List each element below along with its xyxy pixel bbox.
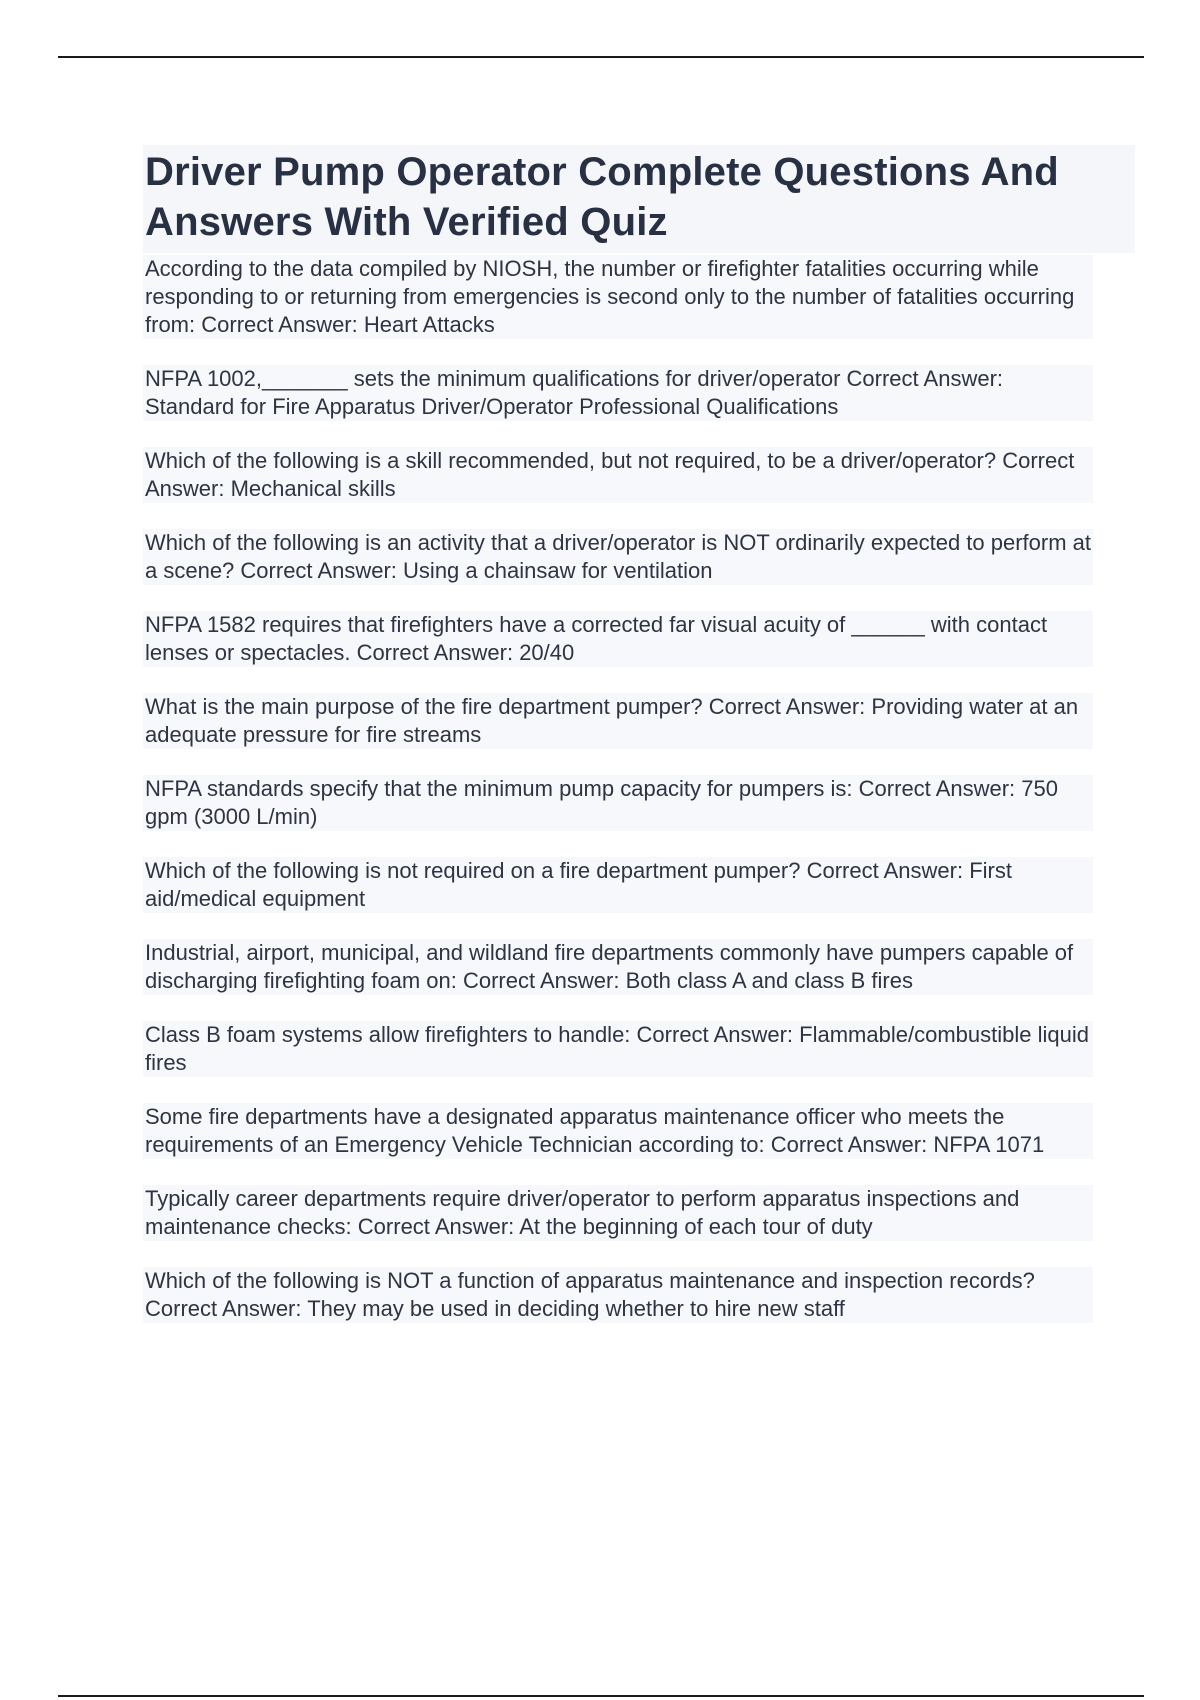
qa-answer: Using a chainsaw for ventilation xyxy=(403,558,713,583)
qa-answer-label: Correct Answer: xyxy=(201,312,358,337)
top-divider xyxy=(58,56,1144,58)
qa-item xyxy=(143,693,1093,749)
qa-answer: Standard for Fire Apparatus Driver/Operator Professional Qualifications xyxy=(145,394,839,419)
qa-question: Which of the following is an activity that a driver/operator is NOT ordinarily expected to perform at a scene? xyxy=(145,530,1092,583)
qa-question: Class B foam systems allow firefighters to handle: xyxy=(145,1022,631,1047)
qa-answer: Flammable/combustible liquid fires xyxy=(145,1022,1089,1075)
qa-answer-label: Correct Answer: xyxy=(356,640,514,665)
qa-item xyxy=(143,529,1093,585)
qa-item xyxy=(143,447,1093,503)
qa-answer: They may be used in deciding whether to hire new staff xyxy=(307,1296,845,1321)
qa-answer-label: Correct Answer: xyxy=(145,1296,302,1321)
qa-answer: Mechanical skills xyxy=(230,476,396,501)
qa-answer: Providing water at an adequate pressure for fire streams xyxy=(145,694,1079,747)
qa-question: Which of the following is not required on a fire department pumper? xyxy=(145,858,801,883)
qa-answer: At the beginning of each tour of duty xyxy=(519,1214,873,1239)
qa-answer-label: Correct Answer: xyxy=(357,1214,515,1239)
qa-item xyxy=(143,1021,1093,1077)
qa-answer-label: Correct Answer: xyxy=(806,858,964,883)
qa-answer-label: Correct Answer: xyxy=(770,1132,928,1157)
qa-answer: Heart Attacks xyxy=(363,312,495,337)
qa-item xyxy=(143,365,1093,421)
qa-item xyxy=(143,775,1093,831)
qa-answer: NFPA 1071 xyxy=(933,1132,1045,1157)
qa-question: Some fire departments have a designated apparatus maintenance officer who meets the requirements of an Emergency Vehicle Technician according to: xyxy=(145,1104,1005,1157)
qa-question: Which of the following is a skill recommended, but not required, to be a driver/operator? xyxy=(145,448,997,473)
qa-question: According to the data compiled by NIOSH, the number or firefighter fatalities occurring while responding to or returning from emergencies is second only to the number of fatalities occurring from: xyxy=(145,256,1075,337)
qa-item xyxy=(143,857,1093,913)
qa-answer: 20/40 xyxy=(519,640,575,665)
qa-item xyxy=(143,611,1093,667)
qa-item xyxy=(143,255,1093,339)
qa-question: Typically career departments require driver/operator to perform apparatus inspections and maintenance checks: xyxy=(145,1186,1020,1239)
qa-item xyxy=(143,1103,1093,1159)
document-title: Driver Pump Operator Complete Questions And Answers With Verified Quiz xyxy=(145,150,1059,244)
qa-answer-label: Correct Answer: xyxy=(240,558,397,583)
qa-item xyxy=(143,1185,1093,1241)
qa-item xyxy=(143,1267,1093,1323)
qa-answer-label: Correct Answer: xyxy=(708,694,866,719)
qa-answer-label: Correct Answer: xyxy=(462,968,620,993)
qa-answer-label: Correct Answer: xyxy=(636,1022,794,1047)
qa-answer: Both class A and class B fires xyxy=(625,968,913,993)
qa-answer: First aid/medical equipment xyxy=(145,858,1012,911)
qa-question: What is the main purpose of the fire department pumper? xyxy=(145,694,703,719)
qa-item xyxy=(143,939,1093,995)
qa-question: NFPA 1582 requires that firefighters have a corrected far visual acuity of ______ with contact lenses or spectacles. xyxy=(145,612,1048,665)
qa-answer-label: Correct Answer: xyxy=(858,776,1016,801)
qa-question: Industrial, airport, municipal, and wildland fire departments commonly have pumpers capable of discharging firefighting foam on: xyxy=(145,940,1074,993)
qa-question: Which of the following is NOT a function of apparatus maintenance and inspection records? xyxy=(145,1268,1035,1293)
qa-question: NFPA 1002,_______ sets the minimum qualifications for driver/operator xyxy=(145,366,841,391)
qa-list xyxy=(143,255,1093,1323)
document-page xyxy=(143,145,1093,1349)
qa-answer-label: Correct Answer: xyxy=(846,366,1004,391)
qa-question: NFPA standards specify that the minimum pump capacity for pumpers is: xyxy=(145,776,853,801)
qa-answer-label: Correct Answer: xyxy=(145,448,1075,501)
qa-answer: 750 gpm (3000 L/min) xyxy=(145,776,1059,829)
title-block xyxy=(143,145,1135,253)
bottom-divider xyxy=(58,1695,1144,1697)
